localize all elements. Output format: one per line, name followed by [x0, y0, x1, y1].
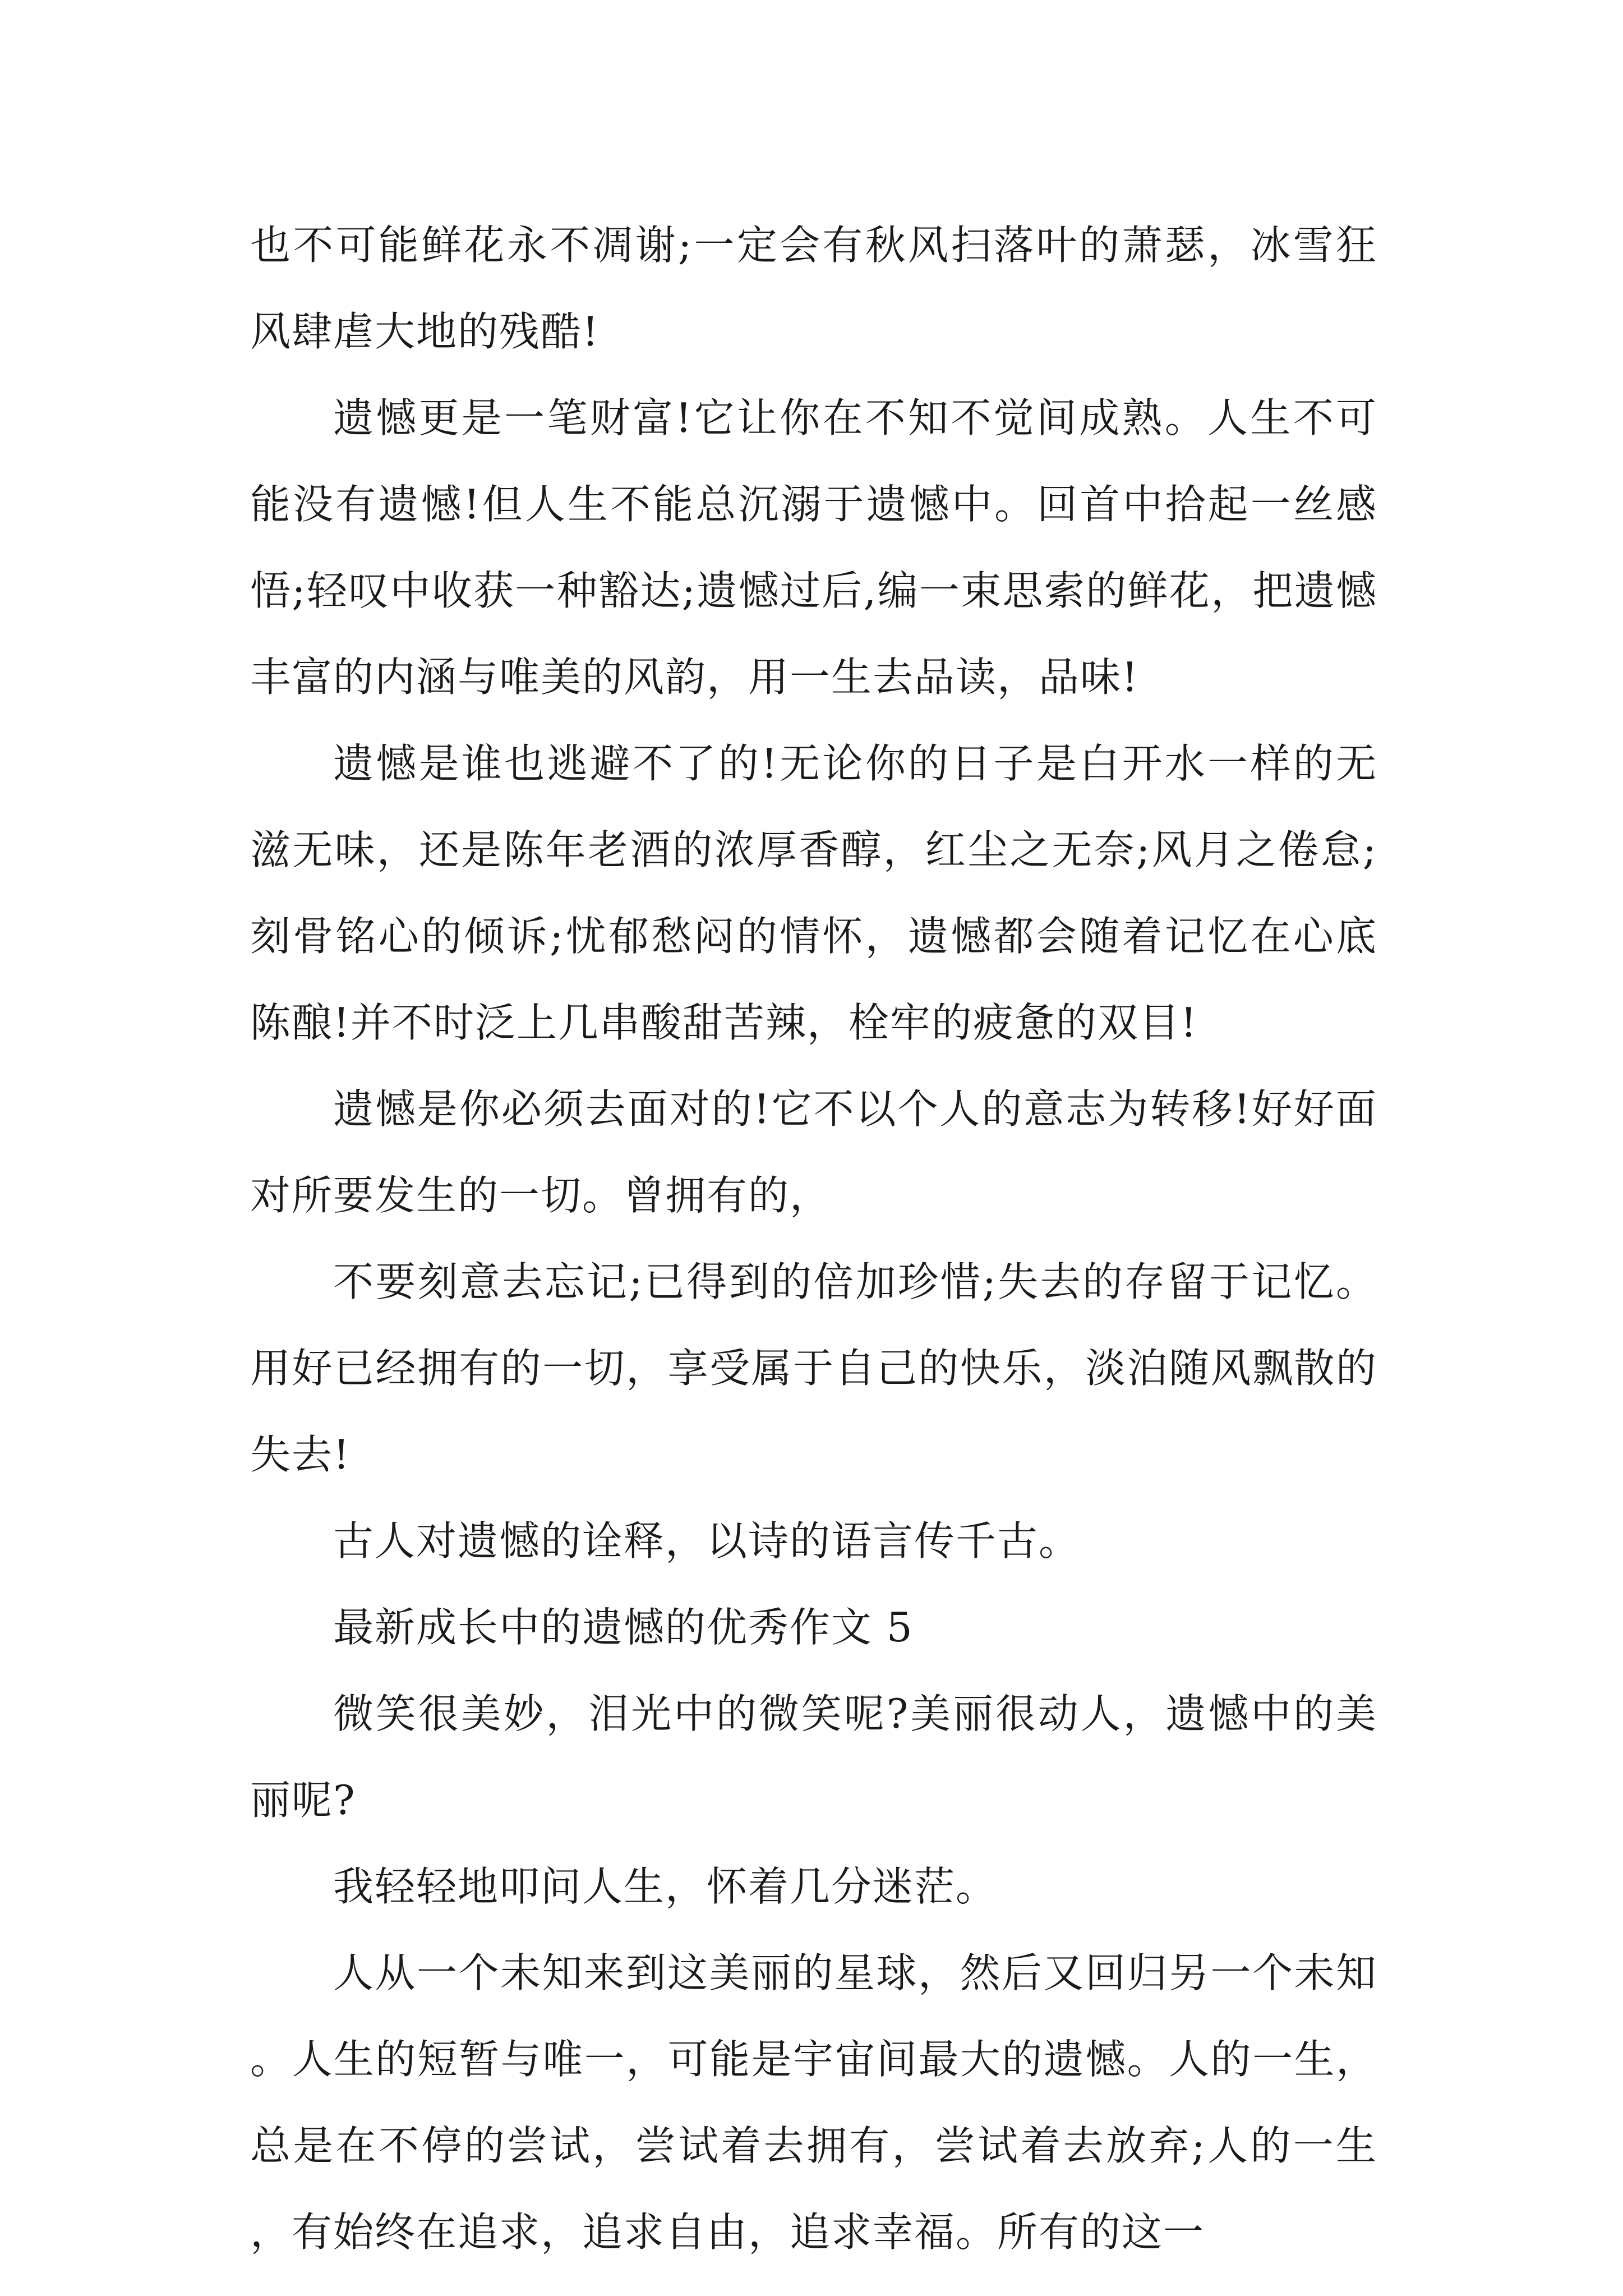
paragraph-9: 人从一个未知来到这美丽的星球，然后又回归另一个未知。人生的短暂与唯一，可能是宇宙间最大的遗憾。人的一生，总是在不停的尝试，尝试着去拥有，尝试着去放弃;人的一生，有始终在追求，追求自由，追求幸福。所有的这一 [250, 1949, 1377, 2256]
paragraph-6: 古人对遗憾的诠释，以诗的语言传千古。 [333, 1517, 1081, 1565]
paragraph-1: 也不可能鲜花永不凋谢;一定会有秋风扫落叶的萧瑟，冰雪狂风肆虐大地的残酷! [250, 222, 1377, 355]
paragraph-4: 遗憾是你必须去面对的!它不以个人的意志为转移!好好面对所要发生的一切。曾拥有的， [250, 1085, 1377, 1219]
paragraph-8: 我轻轻地叩问人生，怀着几分迷茫。 [333, 1863, 998, 1910]
paragraph-5: 不要刻意去忘记;已得到的倍加珍惜;失去的存留于记忆。用好已经拥有的一切，享受属于自己的快乐，淡泊随风飘散的失去! [250, 1258, 1377, 1478]
paragraph-2: 遗憾更是一笔财富!它让你在不知不觉间成熟。人生不可能没有遗憾!但人生不能总沉溺于遗憾中。回首中拾起一丝感悟;轻叹中收获一种豁达;遗憾过后,编一束思索的鲜花，把遗憾丰富的内涵与唯美的风韵，用一生去品读，品味! [250, 394, 1377, 701]
section-heading: 最新成长中的遗憾的优秀作文 5 [333, 1604, 914, 1651]
paragraph-7: 微笑很美妙，泪光中的微笑呢?美丽很动人，遗憾中的美丽呢? [250, 1690, 1377, 1824]
essay-body [250, 202, 1377, 2275]
paragraph-3: 遗憾是谁也逃避不了的!无论你的日子是白开水一样的无滋无味，还是陈年老酒的浓厚香醇，红尘之无奈;风月之倦怠;刻骨铭心的倾诉;忧郁愁闷的情怀，遗憾都会随着记忆在心底陈酿!并不时泛上几串酸甜苦辣，栓牢的疲惫的双目! [250, 740, 1377, 1046]
